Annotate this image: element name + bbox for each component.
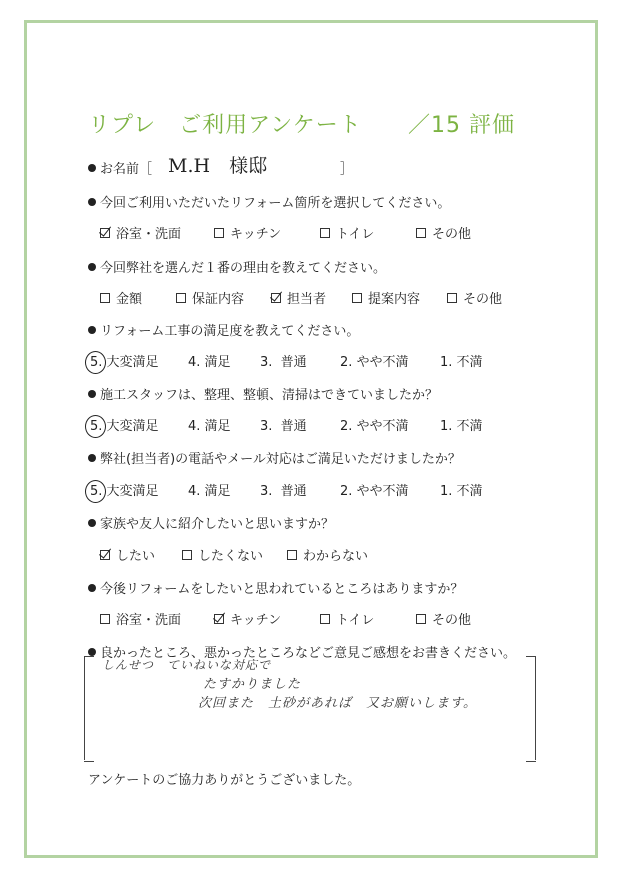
q4-rating-1[interactable]: 1. 不満: [440, 419, 483, 434]
q6-option-no[interactable]: したくない: [182, 545, 263, 564]
q3-rating-5[interactable]: 5. 大変満足: [90, 355, 159, 370]
q5-rating-5[interactable]: 5. 大変満足: [90, 484, 159, 499]
q7-option-kitchen[interactable]: キッチン: [214, 609, 281, 628]
q4-rating-3[interactable]: 3. 普通: [260, 419, 307, 434]
q2-option-staff[interactable]: 担当者: [271, 288, 326, 307]
checkbox-icon[interactable]: [320, 614, 330, 624]
checkbox-icon[interactable]: [182, 550, 192, 560]
q5-rating-1[interactable]: 1. 不満: [440, 484, 483, 499]
name-label: お名前［: [100, 162, 153, 177]
comment-line-3: 次回また 土砂があれば 又お願いします。: [198, 696, 477, 711]
question-4-text: 施工スタッフは、整理、整頓、清掃はできていましたか？: [100, 388, 439, 403]
checkbox-icon[interactable]: [416, 228, 426, 238]
q6-option-unsure[interactable]: わからない: [287, 545, 368, 564]
checked-box-icon[interactable]: [100, 228, 110, 238]
question-8-text: 良かったところ、悪かったところなどご意見ご感想をお書きください。: [100, 646, 517, 661]
checkbox-icon[interactable]: [287, 550, 297, 560]
question-1: [88, 192, 450, 211]
name-row: [88, 155, 354, 177]
checked-box-icon[interactable]: [271, 293, 281, 303]
bullet-icon: [88, 326, 96, 334]
q6-option-yes[interactable]: したい: [100, 545, 155, 564]
checkbox-icon[interactable]: [100, 293, 110, 303]
checkbox-icon[interactable]: [320, 228, 330, 238]
q4-rating-4[interactable]: 4. 満足: [188, 419, 231, 434]
question-6: [88, 513, 334, 532]
question-3: [88, 320, 359, 339]
question-2: [88, 257, 386, 276]
question-5-text: 弊社(担当者)の電話やメール対応はご満足いただけましたか？: [100, 452, 461, 467]
q3-rating-3[interactable]: 3. 普通: [260, 355, 307, 370]
q4-rating-2[interactable]: 2. やや不満: [340, 419, 409, 434]
q5-rating-3[interactable]: 3. 普通: [260, 484, 307, 499]
question-5: [88, 448, 461, 467]
bullet-icon: [88, 164, 96, 172]
score-label: ／15 評価: [408, 113, 515, 138]
question-7-text: 今後リフォームをしたいと思われているところはありますか？: [100, 582, 464, 597]
q1-option-bath[interactable]: 浴室・洗面: [100, 223, 181, 242]
bullet-icon: [88, 648, 96, 656]
question-7: [88, 578, 463, 597]
checkbox-icon[interactable]: [214, 228, 224, 238]
bullet-icon: [88, 519, 96, 527]
q7-option-other[interactable]: その他: [416, 609, 471, 628]
question-6-text: 家族や友人に紹介したいと思いますか？: [100, 517, 335, 532]
checkbox-icon[interactable]: [416, 614, 426, 624]
checkbox-icon[interactable]: [100, 614, 110, 624]
bullet-icon: [88, 454, 96, 462]
q4-rating-5[interactable]: 5. 大変満足: [90, 419, 159, 434]
q1-option-kitchen[interactable]: キッチン: [214, 223, 281, 242]
bullet-icon: [88, 584, 96, 592]
q1-option-toilet[interactable]: トイレ: [320, 223, 374, 242]
name-close-bracket: ］: [340, 162, 354, 177]
checkbox-icon[interactable]: [447, 293, 457, 303]
q2-option-other[interactable]: その他: [447, 288, 502, 307]
question-1-text: 今回ご利用いただいたリフォーム箇所を選択してください。: [100, 196, 451, 211]
question-2-text: 今回弊社を選んだ１番の理由を教えてください。: [100, 261, 387, 276]
q5-rating-4[interactable]: 4. 満足: [188, 484, 231, 499]
survey-title: [88, 108, 515, 139]
q1-option-other[interactable]: その他: [416, 223, 471, 242]
q7-option-toilet[interactable]: トイレ: [320, 609, 374, 628]
bullet-icon: [88, 390, 96, 398]
title-text: リプレ ご利用アンケート: [88, 113, 362, 138]
name-value[interactable]: M.H 様邸: [168, 155, 268, 177]
checkbox-icon[interactable]: [352, 293, 362, 303]
comment-line-1: しんせつ ていねいな対応で: [102, 658, 272, 672]
q5-rating-2[interactable]: 2. やや不満: [340, 484, 409, 499]
q2-option-price[interactable]: 金額: [100, 288, 142, 307]
q3-rating-2[interactable]: 2. やや不満: [340, 355, 409, 370]
question-3-text: リフォーム工事の満足度を教えてください。: [100, 324, 360, 339]
bullet-icon: [88, 263, 96, 271]
checked-box-icon[interactable]: [214, 614, 224, 624]
q2-option-warranty[interactable]: 保証内容: [176, 288, 244, 307]
checked-box-icon[interactable]: [100, 550, 110, 560]
thank-you-footer: アンケートのご協力ありがとうございました。: [88, 773, 361, 788]
bullet-icon: [88, 198, 96, 206]
checkbox-icon[interactable]: [176, 293, 186, 303]
q3-rating-1[interactable]: 1. 不満: [440, 355, 483, 370]
q2-option-proposal[interactable]: 提案内容: [352, 288, 420, 307]
q7-option-bath[interactable]: 浴室・洗面: [100, 609, 181, 628]
q3-rating-4[interactable]: 4. 満足: [188, 355, 231, 370]
question-4: [88, 384, 438, 403]
comment-line-2: たすかりました: [203, 677, 302, 692]
